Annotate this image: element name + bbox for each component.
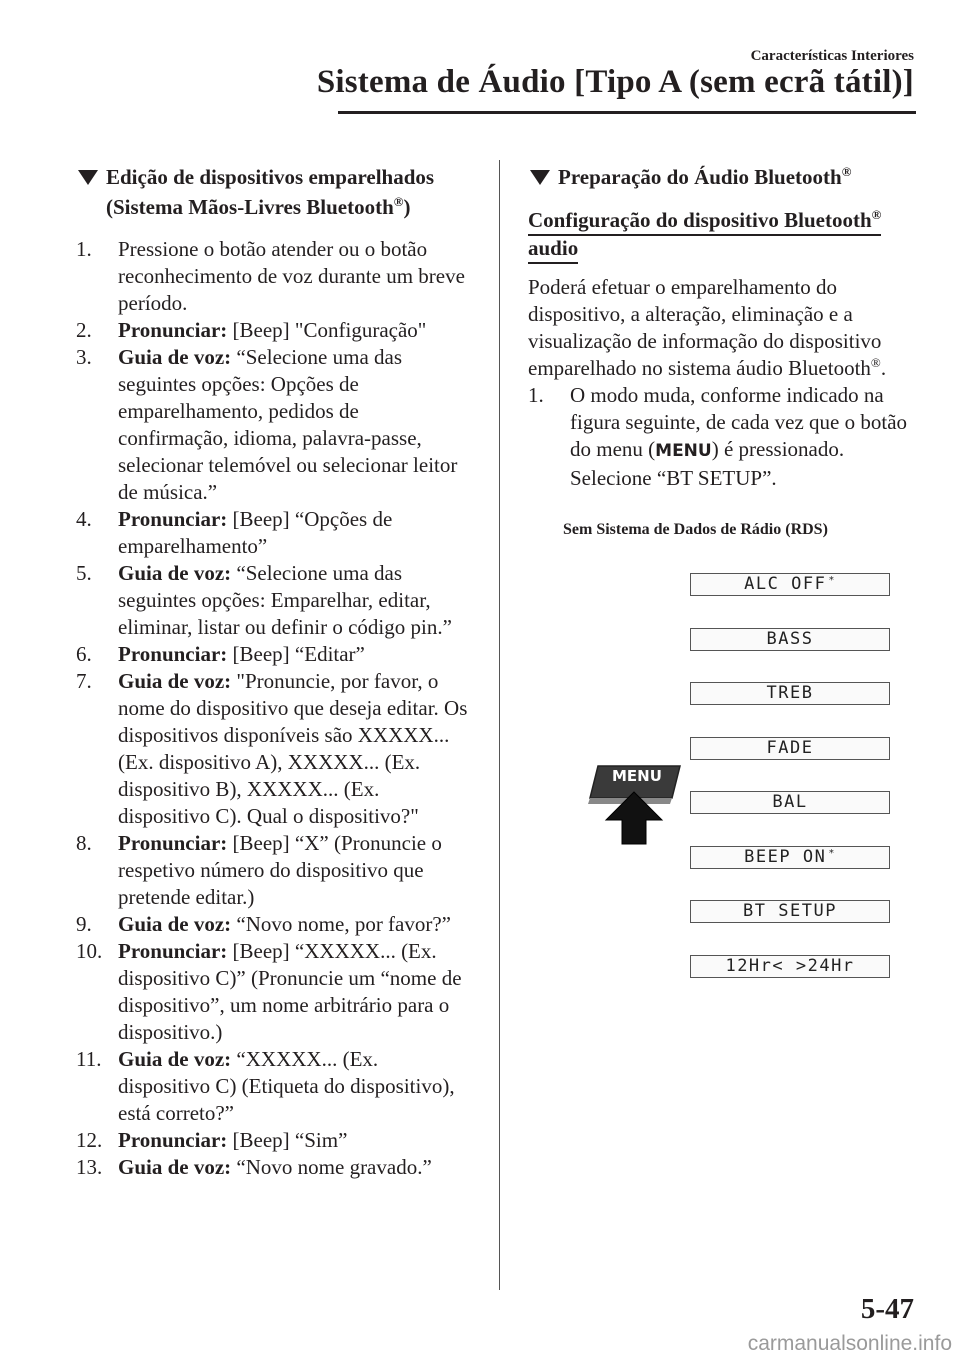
subheading-line1: Configuração do dispositivo Bluetooth® <box>528 208 881 236</box>
registered-mark: ® <box>841 164 852 179</box>
step-label: Pronunciar: <box>118 1128 228 1152</box>
display-item-text: BASS <box>766 628 814 649</box>
display-item-text: BT SETUP <box>743 901 837 921</box>
list-item <box>76 911 474 938</box>
step-text: Pressione o botão atender ou o botão reconhecimento de voz durante um breve período. <box>118 237 465 315</box>
step-label: Guia de voz: <box>118 1047 232 1071</box>
display-item <box>690 955 890 978</box>
section-heading-edit-devices <box>76 162 474 222</box>
list-item <box>76 641 474 668</box>
step-text: [Beep] “Opções de emparelhamento” <box>118 507 393 558</box>
chapter-title: Características Interiores <box>750 48 914 64</box>
list-item <box>76 236 474 317</box>
bt-heading: Preparação do Áudio Bluetooth <box>558 165 842 189</box>
asterisk-mark: * <box>828 847 836 859</box>
step-number: 2. <box>76 318 92 342</box>
subheading-line2: audio <box>528 236 578 264</box>
triangle-bullet-icon <box>530 170 550 185</box>
display-item-text: BEEP ON <box>744 846 827 867</box>
list-item <box>76 830 474 911</box>
list-item <box>76 560 474 641</box>
display-item <box>690 682 890 705</box>
step-label: Guia de voz: <box>118 561 232 585</box>
step-number: 8. <box>76 831 92 855</box>
list-item <box>76 344 474 506</box>
list-item <box>76 938 474 1046</box>
step-label: Guia de voz: <box>118 912 232 936</box>
step-text: [Beep] “Editar” <box>227 642 365 666</box>
list-item <box>76 317 474 344</box>
step-label: Pronunciar: <box>118 507 228 531</box>
step-text: [Beep] “X” (Pronuncie o respetivo número do dispositivo que pretende editar.) <box>118 831 442 909</box>
step-label: Pronunciar: <box>118 318 228 342</box>
step-number: 11. <box>76 1047 102 1071</box>
menu-inline-label: MENU <box>655 441 712 461</box>
step-text: [Beep] "Configuração" <box>227 318 427 342</box>
right-column <box>528 162 920 492</box>
display-item <box>690 628 890 651</box>
list-item <box>76 1046 474 1127</box>
list-item <box>76 506 474 560</box>
display-item-text: FADE <box>766 737 814 758</box>
step-text: “Selecione uma das seguintes opções: Emparelhar, editar, eliminar, listar ou definir o código pin.” <box>118 561 452 639</box>
step-text: “Selecione uma das seguintes opções: Opções de emparelhamento, pedidos de confirmação, idioma, palavra-passe, selecionar telemóvel ou selecionar leitor de música.” <box>118 345 458 504</box>
display-item <box>690 900 890 923</box>
watermark: carmanualsonline.info <box>747 1332 952 1355</box>
steps-list <box>76 236 474 1181</box>
list-item <box>76 1127 474 1154</box>
display-item-text: TREB <box>766 683 814 703</box>
step-label: Guia de voz: <box>118 345 232 369</box>
display-item <box>690 737 890 760</box>
step-number: 5. <box>76 561 92 585</box>
step-label: Guia de voz: <box>118 669 232 693</box>
left-column <box>76 162 474 1181</box>
display-item <box>690 791 890 814</box>
list-item: 1. O modo muda, conforme indicado na figura seguinte, de cada vez que o botão do menu (MENU) é pressionado. Selecione “BT SETUP”. <box>528 383 908 490</box>
display-item-text: ALC OFF <box>744 574 827 594</box>
step-label: Pronunciar: <box>118 939 228 963</box>
display-item-text: BAL <box>772 792 808 812</box>
section-heading-bt-audio <box>528 162 920 192</box>
step-label: Guia de voz: <box>118 1155 232 1179</box>
step-text: “Novo nome gravado.” <box>231 1155 432 1179</box>
page-number: 5-47 <box>860 1293 914 1325</box>
heading-line1: Edição de dispositivos emparelhados <box>106 165 435 189</box>
bt-steps-list <box>528 382 920 492</box>
step-label: Pronunciar: <box>118 642 228 666</box>
step-text: "Pronuncie, por favor, o nome do dispositivo que deseja editar. Os dispositivos disponíveis são XXXXX... (Ex. dispositivo A), XXXXX... (Ex. dispositivo B), XXXXX... (Ex. dispositivo C). Qual o dispositivo?" <box>118 669 468 828</box>
display-item <box>690 573 890 596</box>
step-number: 12. <box>76 1128 103 1152</box>
asterisk-mark: * <box>828 575 836 586</box>
step-number: 6. <box>76 642 92 666</box>
column-divider <box>499 160 500 1290</box>
step-number: 13. <box>76 1155 103 1179</box>
page-title: Sistema de Áudio [Tipo A (sem ecrã tátil)] <box>316 64 914 100</box>
registered-mark: ® <box>393 194 404 209</box>
step-number: 1. <box>76 237 92 261</box>
list-item <box>76 1154 474 1181</box>
subheading-bt-setup <box>528 206 920 262</box>
step-number: 9. <box>76 912 92 936</box>
heading-line2: (Sistema Mãos-Livres Bluetooth <box>106 195 394 219</box>
step-label: Pronunciar: <box>118 831 228 855</box>
header-rule <box>338 111 916 114</box>
step-text: “XXXXX... (Ex. dispositivo C) (Etiqueta do dispositivo), está correto?” <box>118 1047 455 1125</box>
step-text: [Beep] “Sim” <box>227 1128 348 1152</box>
menu-button-label: MENU <box>612 767 662 785</box>
step-number: 7. <box>76 669 92 693</box>
list-item <box>76 668 474 830</box>
display-item-text: 12Hr< >24Hr <box>725 955 855 976</box>
triangle-bullet-icon <box>78 170 98 185</box>
step-number: 3. <box>76 345 92 369</box>
heading-close: ) <box>403 195 411 219</box>
step-text: “Novo nome, por favor?” <box>231 912 452 936</box>
step-number: 10. <box>76 939 103 963</box>
rds-label: Sem Sistema de Dados de Rádio (RDS) <box>563 521 828 538</box>
step-number: 4. <box>76 507 92 531</box>
arrow-up-icon <box>604 790 664 846</box>
display-item <box>690 846 890 869</box>
intro-paragraph: Poderá efetuar o emparelhamento do dispositivo, a alteração, eliminação e a visualização de informação do dispositivo emparelhado no sistema áudio Bluetooth®. <box>528 275 887 380</box>
step-text: [Beep] “XXXXX... (Ex. dispositivo C)” (Pronuncie um “nome de dispositivo”, um nome arbitrário para o dispositivo.) <box>118 939 462 1044</box>
